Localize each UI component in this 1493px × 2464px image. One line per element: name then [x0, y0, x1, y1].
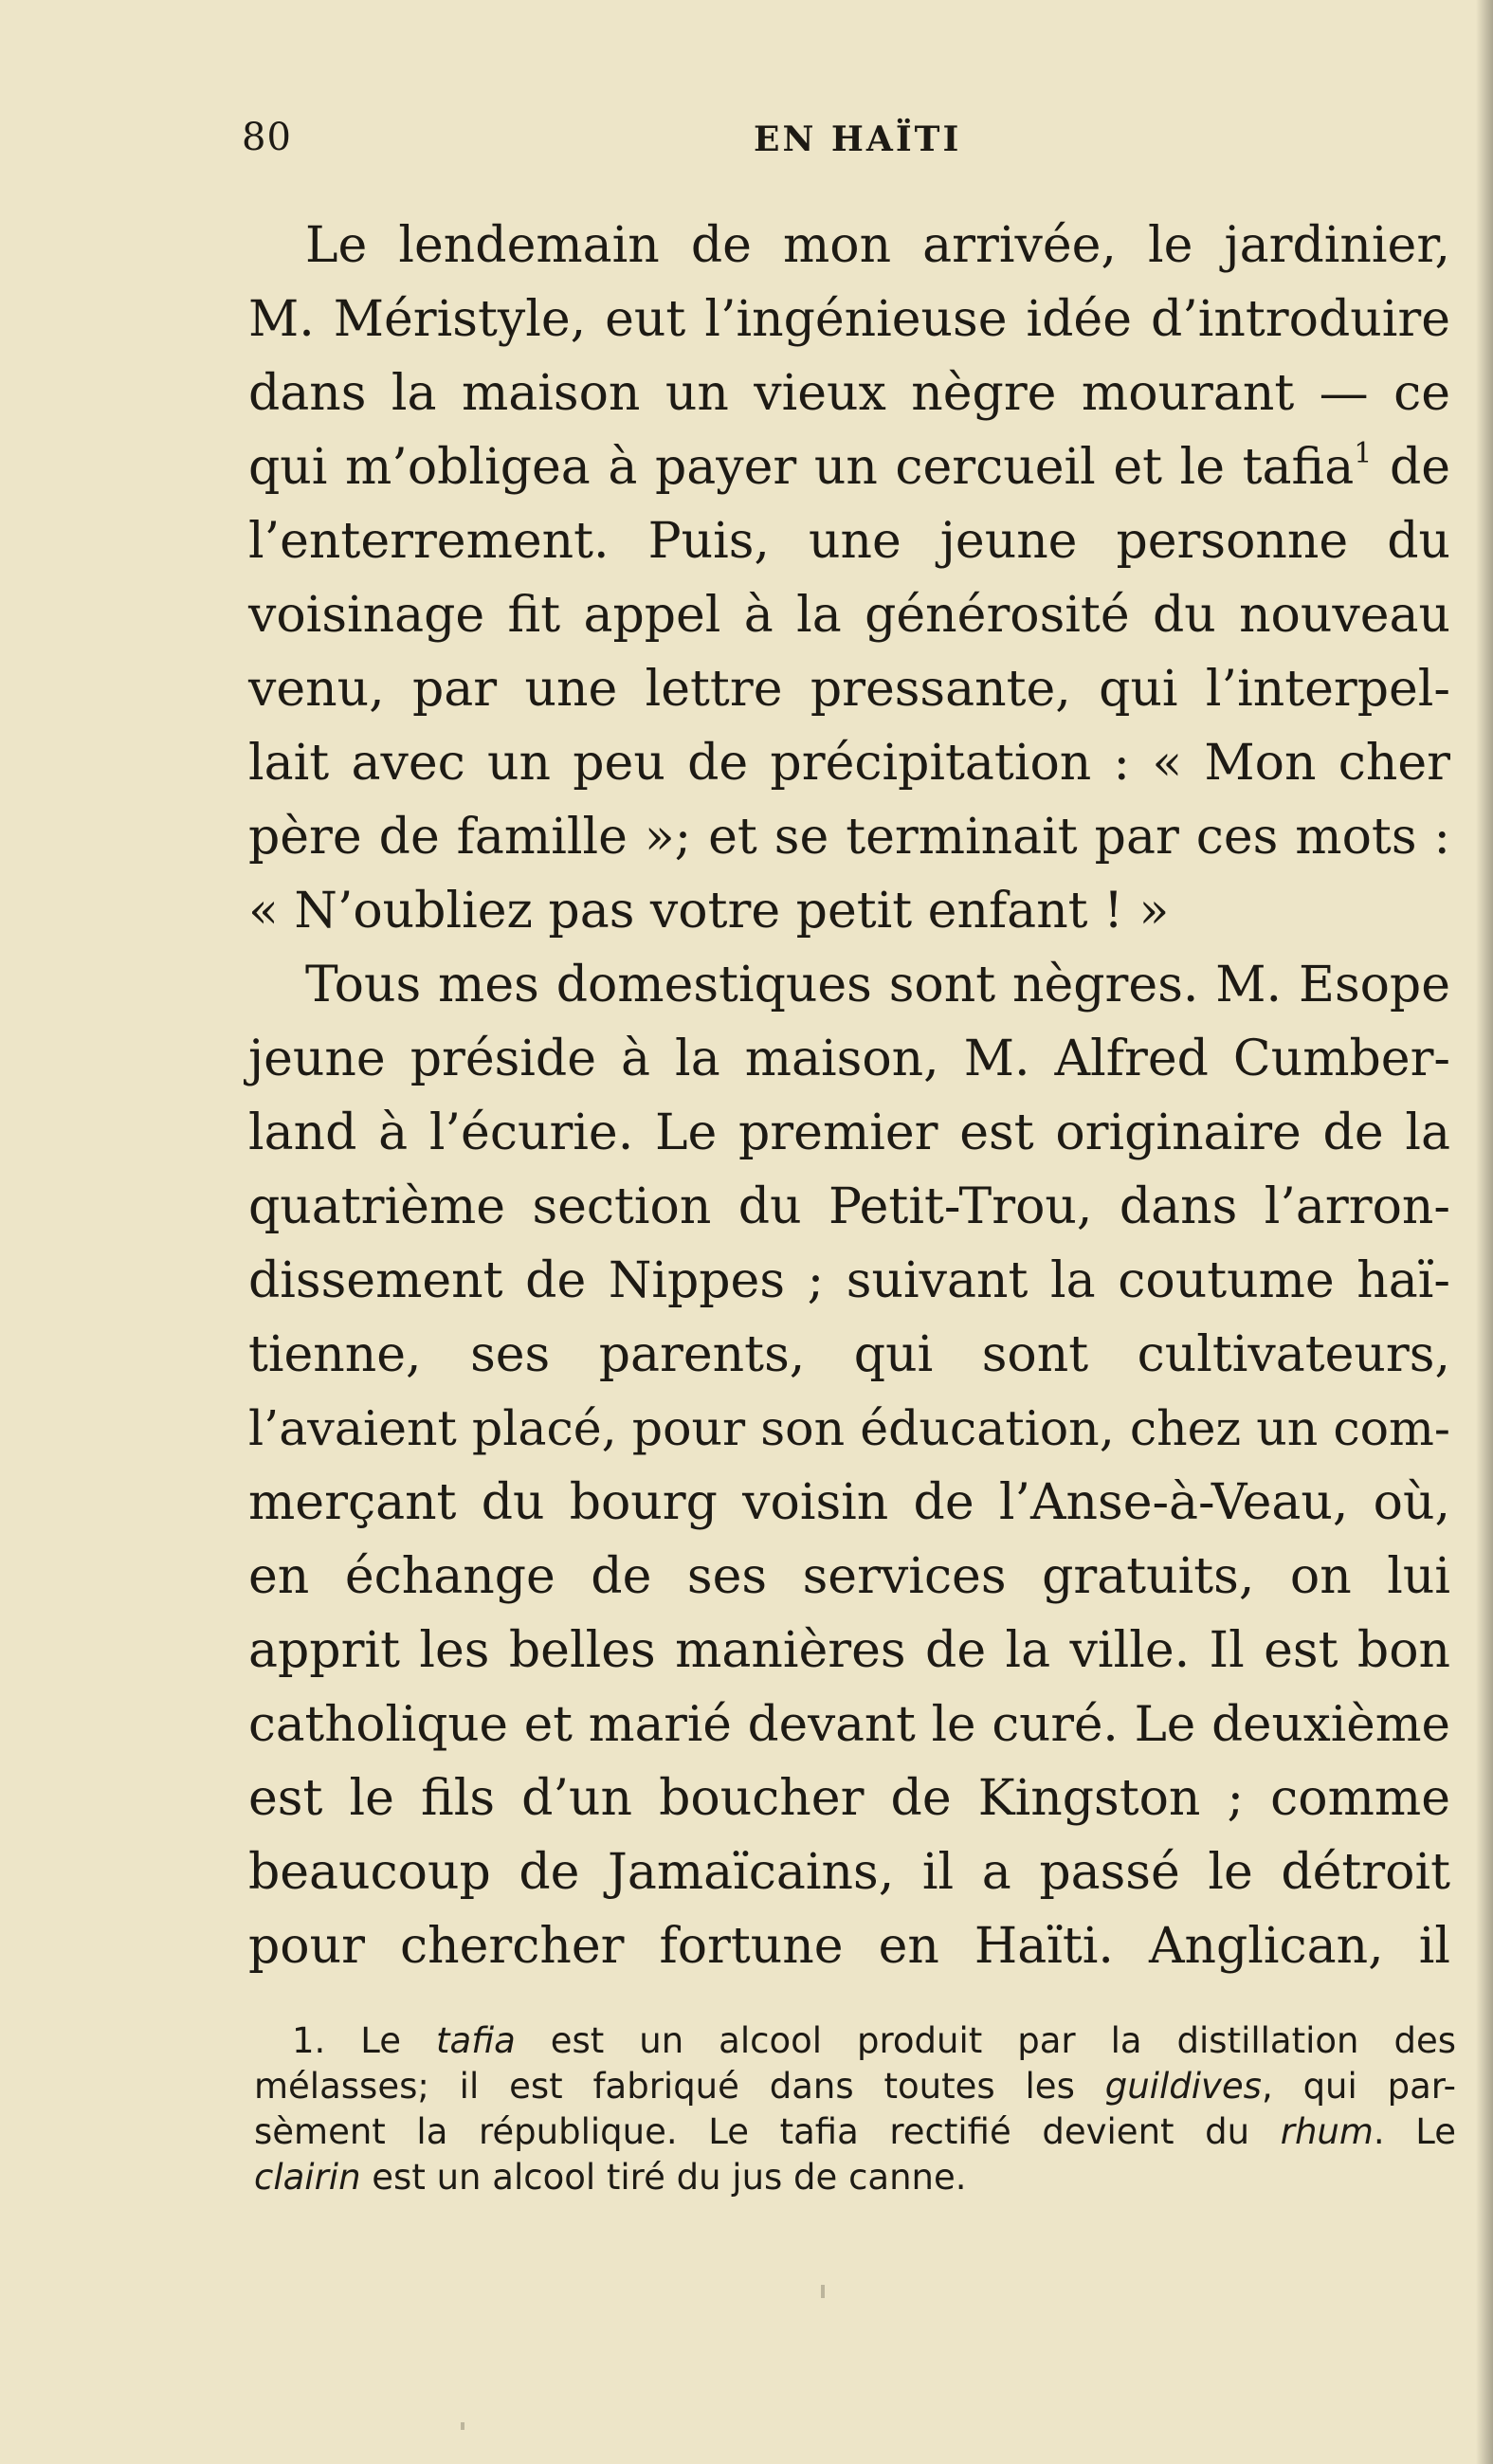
text-line: Le lendemain de mon arrivée, le jardinier, — [305, 217, 1450, 274]
footnote — [254, 2018, 1456, 2200]
text-line: est le fils d’un boucher de Kingston ; comme — [248, 1770, 1450, 1827]
text-line: « N’oubliez pas votre petit enfant ! » — [248, 883, 1170, 940]
text-line: Tous mes domestiques sont nègres. M. Esope — [305, 957, 1450, 1013]
text-line: en échange de ses services gratuits, on lui — [248, 1548, 1450, 1605]
text-line: venu, par une lettre pressante, qui l’interpel- — [248, 661, 1450, 718]
text-line: pour chercher fortune en Haïti. Anglican, il — [248, 1918, 1450, 1975]
text-line: M. Méristyle, eut l’ingénieuse idée d’introduire — [248, 291, 1450, 348]
text-line: l’enterrement. Puis, une jeune personne du — [248, 513, 1450, 570]
text-segment: est un alcool produit par la distillation des — [550, 2020, 1456, 2061]
page-edge-shadow — [1476, 0, 1493, 2464]
text-line: beaucoup de Jamaïcains, il a passé le détroit — [248, 1844, 1450, 1901]
paper-speck — [821, 2285, 825, 2298]
text-line: land à l’écurie. Le premier est originaire de la — [248, 1104, 1450, 1161]
text-segment: . Le — [1373, 2111, 1457, 2152]
text-line: catholique et marié devant le curé. Le deuxième — [248, 1696, 1450, 1753]
footnote-line — [254, 2109, 1456, 2155]
text-line: merçant du bourg voisin de l’Anse-à-Veau, où, — [248, 1474, 1450, 1531]
footnote-number: 1. — [292, 2020, 326, 2061]
page-number: 80 — [242, 116, 292, 159]
text-line: l’avaient placé, pour son éducation, chez un com- — [248, 1400, 1450, 1456]
text-segment-italic: tafia — [436, 2020, 516, 2061]
text-segment: est un alcool tiré du jus de canne. — [372, 2157, 967, 2198]
text-segment-italic: rhum — [1280, 2111, 1374, 2152]
text-segment-italic: guildives — [1104, 2066, 1262, 2107]
text-line: apprit les belles manières de la ville. Il est bon — [248, 1622, 1450, 1679]
text-line: dans la maison un vieux nègre mourant — ce — [248, 365, 1450, 422]
body-text — [248, 209, 1450, 1983]
text-segment: Le — [360, 2020, 402, 2061]
text-line: jeune préside à la maison, M. Alfred Cumber- — [248, 1031, 1450, 1087]
text-segment: de — [1389, 439, 1450, 496]
page-header — [242, 112, 1446, 159]
footnote-line — [254, 2018, 1456, 2064]
footnote-line — [254, 2064, 1456, 2109]
text-line: dissement de Nippes ; suivant la coutume haï- — [248, 1252, 1450, 1309]
text-line: lait avec un peu de précipitation : « Mon cher — [248, 735, 1450, 792]
text-line: père de famille »; et se terminait par ces mots : — [248, 809, 1450, 866]
text-line: voisinage fit appel à la générosité du nouveau — [248, 587, 1450, 644]
running-head: EN HAÏTI — [754, 119, 962, 159]
footnote-line — [254, 2155, 1456, 2200]
text-line: tienne, ses parents, qui sont cultivateurs, — [248, 1326, 1450, 1383]
text-segment: sèment la république. Le tafia rectifié devient du — [254, 2111, 1250, 2152]
text-line — [248, 430, 1450, 504]
text-segment-italic: clairin — [254, 2157, 361, 2198]
text-line: quatrième section du Petit-Trou, dans l’arron- — [248, 1178, 1450, 1235]
footnote-marker: 1 — [1354, 437, 1373, 470]
text-segment: mélasses; il est fabriqué dans toutes les — [254, 2066, 1075, 2107]
paper-speck — [461, 2422, 464, 2430]
text-segment: qui m’obligea à payer un cercueil et le tafia — [248, 439, 1355, 496]
text-segment: , qui par- — [1261, 2066, 1457, 2107]
